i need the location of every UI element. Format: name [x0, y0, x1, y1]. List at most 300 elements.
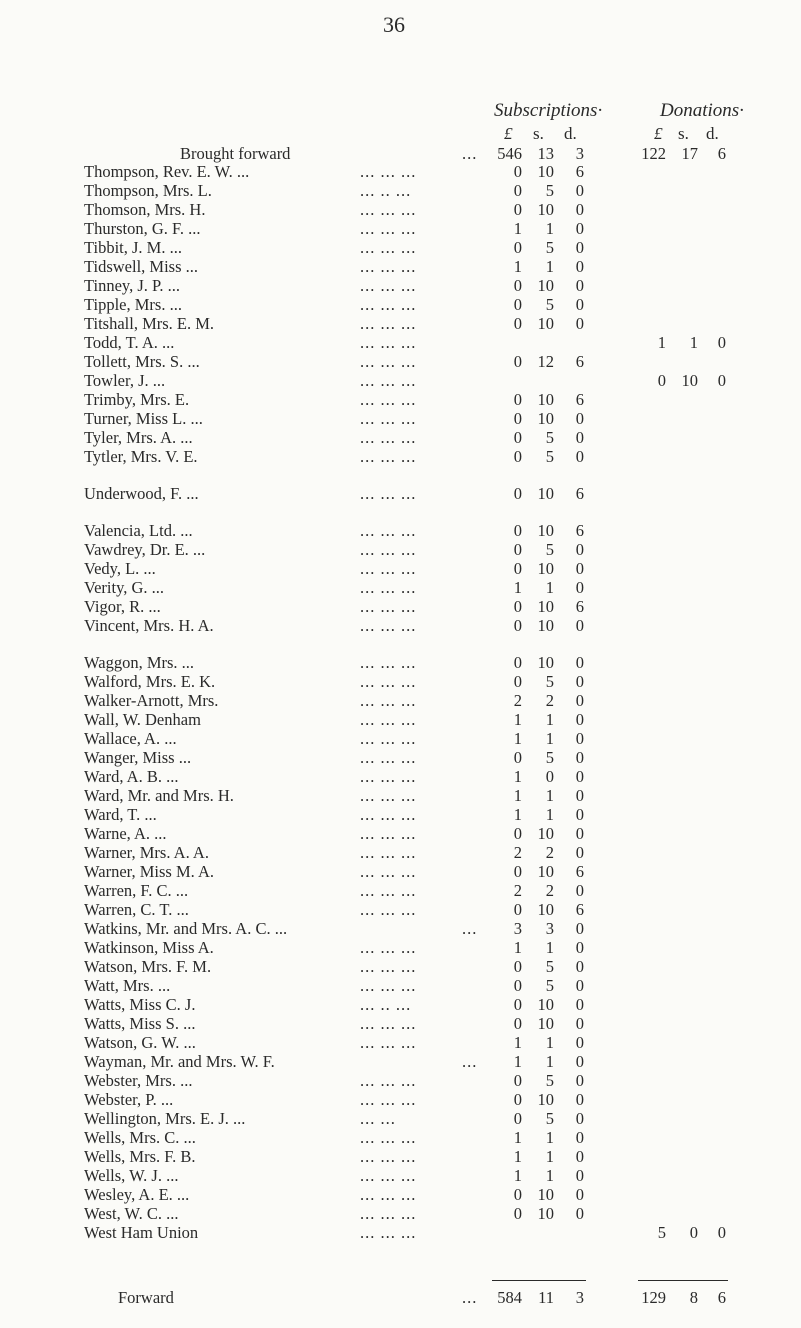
subscription-pounds: 1 [513, 805, 522, 824]
leader-dots: ... ... ... [360, 672, 417, 691]
leader-dots: ... ... ... [360, 938, 417, 957]
subscription-shillings: 1 [545, 1052, 554, 1071]
subscription-pence: 0 [575, 181, 584, 200]
subscription-pence: 0 [575, 881, 584, 900]
subscription-pence: 0 [575, 976, 584, 995]
subscriber-name: Watkins, Mr. and Mrs. A. C. ... [84, 919, 288, 938]
subscription-pounds: 1 [513, 257, 522, 276]
subscription-shillings: 10 [537, 559, 554, 578]
subscription-shillings: 5 [545, 1109, 554, 1128]
ledger-row [0, 372, 801, 390]
subscriber-name: Walker-Arnott, Mrs. [84, 691, 219, 710]
subscription-shillings: 10 [537, 653, 554, 672]
subscription-shillings: 10 [537, 1014, 554, 1033]
subscription-shillings: 5 [545, 672, 554, 691]
subscription-pence: 0 [575, 540, 584, 559]
subscriber-name: Watts, Miss S. ... [84, 1014, 196, 1033]
subscription-pence: 6 [575, 390, 584, 409]
leader-dots: ... [462, 1052, 478, 1071]
leader-dots: ... ... ... [360, 521, 417, 540]
subscription-pence: 6 [575, 352, 584, 371]
leader-dots: ... ... ... [360, 1147, 417, 1166]
leader-dots: ... ... ... [360, 371, 417, 390]
subscription-pounds: 546 [497, 144, 522, 163]
subscription-shillings: 10 [537, 862, 554, 881]
subscription-pounds: 1 [513, 1052, 522, 1071]
subscription-pounds: 1 [513, 767, 522, 786]
subscription-pounds: 0 [513, 653, 522, 672]
subscriber-name: Webster, P. ... [84, 1090, 174, 1109]
leader-dots: ... .. ... [360, 995, 412, 1014]
subscription-pounds: 0 [513, 559, 522, 578]
subscription-pence: 6 [575, 484, 584, 503]
ledger-row [0, 787, 801, 805]
donation-pounds: 5 [657, 1223, 666, 1242]
leader-dots: ... ... ... [360, 276, 417, 295]
leader-dots: ... ... ... [360, 238, 417, 257]
subscription-pence: 0 [575, 919, 584, 938]
ledger-row [0, 617, 801, 635]
subscription-pounds: 0 [513, 1204, 522, 1223]
ledger-row [0, 749, 801, 767]
subscription-shillings: 10 [537, 616, 554, 635]
leader-dots: ... ... ... [360, 1204, 417, 1223]
subscriber-name: Watson, Mrs. F. M. [84, 957, 212, 976]
subscriber-name: Wallace, A. ... [84, 729, 177, 748]
subscription-pounds: 0 [513, 181, 522, 200]
donation-pence: 0 [717, 333, 726, 352]
subscription-pence: 0 [575, 843, 584, 862]
leader-dots: ... ... ... [360, 219, 417, 238]
subscription-shillings: 2 [545, 843, 554, 862]
ledger-row [0, 825, 801, 843]
leader-dots: ... ... ... [360, 691, 417, 710]
subscription-pounds: 0 [513, 1090, 522, 1109]
donation-shillings: 1 [689, 333, 698, 352]
subscriber-name: Wells, Mrs. C. ... [84, 1128, 196, 1147]
ledger-row [0, 939, 801, 957]
donation-shillings: 10 [681, 371, 698, 390]
brought-forward-label: Brought forward [180, 144, 291, 163]
subscription-pounds: 1 [513, 710, 522, 729]
leader-dots: ... ... ... [360, 767, 417, 786]
leader-dots: ... ... ... [360, 484, 417, 503]
leader-dots: ... ... ... [360, 314, 417, 333]
subscriber-name: Wells, W. J. ... [84, 1166, 179, 1185]
ledger-row [0, 1186, 801, 1204]
ledger-row [0, 353, 801, 371]
leader-dots: ... ... ... [360, 900, 417, 919]
subscription-pence: 0 [575, 1128, 584, 1147]
subscription-pence: 0 [575, 1204, 584, 1223]
ledger-row [0, 654, 801, 672]
leader-dots: ... ... ... [360, 333, 417, 352]
subscriber-name: Thurston, G. F. ... [84, 219, 201, 238]
subscription-pounds: 2 [513, 843, 522, 862]
subscriber-name: Watkinson, Miss A. [84, 938, 214, 957]
subscription-pence: 0 [575, 691, 584, 710]
subscription-shillings: 5 [545, 957, 554, 976]
donations-pound-unit: £ [654, 124, 663, 143]
subscription-pence: 0 [575, 1090, 584, 1109]
leader-dots: ... ... ... [360, 162, 417, 181]
subscriber-name: Tinney, J. P. ... [84, 276, 180, 295]
subscription-pence: 0 [575, 219, 584, 238]
subscriber-name: Warner, Mrs. A. A. [84, 843, 209, 862]
total-subscription-pounds: 584 [497, 1288, 522, 1307]
subscription-pounds: 0 [513, 238, 522, 257]
subscriber-name: Towler, J. ... [84, 371, 166, 390]
subscription-pounds: 1 [513, 786, 522, 805]
ledger-row [0, 410, 801, 428]
ledger-row [0, 485, 801, 503]
ledger-row [0, 258, 801, 276]
subscription-pounds: 0 [513, 862, 522, 881]
subscription-pence: 0 [575, 1166, 584, 1185]
subscription-pence: 0 [575, 748, 584, 767]
subscription-pounds: 0 [513, 957, 522, 976]
leader-dots: ... ... ... [360, 1223, 417, 1242]
subscriber-name: Waggon, Mrs. ... [84, 653, 195, 672]
subscriber-name: Thomson, Mrs. H. [84, 200, 206, 219]
subscription-pounds: 0 [513, 314, 522, 333]
donations-shillings-unit: s. [678, 124, 689, 143]
subscription-shillings: 1 [545, 729, 554, 748]
subscriber-name: Vincent, Mrs. H. A. [84, 616, 214, 635]
subscriber-name: Wall, W. Denham [84, 710, 201, 729]
leader-dots: ... ... ... [360, 1166, 417, 1185]
subscription-pounds: 1 [513, 219, 522, 238]
subscription-shillings: 1 [545, 219, 554, 238]
subscriber-name: Vigor, R. ... [84, 597, 161, 616]
subscription-pence: 0 [575, 1147, 584, 1166]
subscription-pence: 6 [575, 521, 584, 540]
subscriber-name: West, W. C. ... [84, 1204, 179, 1223]
subscription-shillings: 10 [537, 824, 554, 843]
subscription-pounds: 0 [513, 900, 522, 919]
ledger-row [0, 1129, 801, 1147]
ledger-row [0, 239, 801, 257]
subscription-pence: 6 [575, 862, 584, 881]
subscription-shillings: 5 [545, 1071, 554, 1090]
ledger-row [0, 920, 801, 938]
subscription-shillings: 1 [545, 1147, 554, 1166]
ledger-row [0, 296, 801, 314]
ledger-row [0, 1053, 801, 1071]
subscriber-name: Wayman, Mr. and Mrs. W. F. [84, 1052, 275, 1071]
leader-dots: ... .. ... [360, 181, 412, 200]
subscription-shillings: 5 [545, 428, 554, 447]
subscription-shillings: 10 [537, 200, 554, 219]
leader-dots: ... ... ... [360, 1090, 417, 1109]
ledger-row [0, 863, 801, 881]
subscription-shillings: 5 [545, 976, 554, 995]
total-subscription-shillings: 11 [538, 1288, 554, 1307]
leader-dots: ... ... ... [360, 578, 417, 597]
donation-pounds: 1 [657, 333, 666, 352]
donation-pence: 0 [717, 1223, 726, 1242]
subscription-pounds: 0 [513, 995, 522, 1014]
subscription-shillings: 1 [545, 578, 554, 597]
subscription-pence: 0 [575, 767, 584, 786]
subscription-pounds: 1 [513, 1147, 522, 1166]
subscription-pence: 0 [575, 276, 584, 295]
subscriber-name: Walford, Mrs. E. K. [84, 672, 216, 691]
subscription-pounds: 1 [513, 938, 522, 957]
subscription-pounds: 0 [513, 200, 522, 219]
ledger-row [0, 1148, 801, 1166]
subscription-pence: 0 [575, 1185, 584, 1204]
subscriber-name: Wanger, Miss ... [84, 748, 192, 767]
subscriber-name: Tidswell, Miss ... [84, 257, 199, 276]
subscriber-name: Warne, A. ... [84, 824, 167, 843]
subscription-pounds: 0 [513, 748, 522, 767]
leader-dots: ... ... ... [360, 1014, 417, 1033]
leader-dots: ... ... ... [360, 200, 417, 219]
subscriber-name: Thompson, Rev. E. W. ... [84, 162, 250, 181]
subscription-pence: 0 [575, 1109, 584, 1128]
subscriber-name: Trimby, Mrs. E. [84, 390, 190, 409]
subscription-pence: 0 [575, 710, 584, 729]
subscription-pounds: 0 [513, 1185, 522, 1204]
leader-dots: ... ... ... [360, 540, 417, 559]
subscription-shillings: 13 [537, 144, 554, 163]
subscription-shillings: 1 [545, 938, 554, 957]
subscription-pounds: 0 [513, 824, 522, 843]
total-donation-shillings: 8 [689, 1288, 698, 1307]
subscription-shillings: 10 [537, 597, 554, 616]
subscription-pence: 6 [575, 900, 584, 919]
subscription-shillings: 5 [545, 540, 554, 559]
subscription-pounds: 0 [513, 521, 522, 540]
subscription-shillings: 12 [537, 352, 554, 371]
donation-pence: 6 [717, 144, 726, 163]
subscription-shillings: 10 [537, 1090, 554, 1109]
carried-forward-label: Forward [118, 1288, 174, 1307]
leader-dots: ... ... ... [360, 559, 417, 578]
subscription-pence: 0 [575, 314, 584, 333]
subscription-pence: 0 [575, 578, 584, 597]
subscriptions-heading: Subscriptions· [494, 100, 603, 121]
subscription-shillings: 2 [545, 881, 554, 900]
subscription-pounds: 0 [513, 1109, 522, 1128]
subscription-pounds: 0 [513, 597, 522, 616]
subscriber-name: Ward, T. ... [84, 805, 157, 824]
donation-shillings: 17 [681, 144, 698, 163]
ledger-row [0, 201, 801, 219]
subscription-shillings: 10 [537, 276, 554, 295]
subscription-shillings: 10 [537, 314, 554, 333]
subscriber-name: Warren, F. C. ... [84, 881, 189, 900]
subscription-pence: 0 [575, 559, 584, 578]
donation-pence: 0 [717, 371, 726, 390]
subscription-pence: 0 [575, 672, 584, 691]
subscription-pounds: 0 [513, 976, 522, 995]
subscription-pence: 0 [575, 938, 584, 957]
ledger-row [0, 429, 801, 447]
subscription-pounds: 0 [513, 390, 522, 409]
ledger-row [0, 844, 801, 862]
leader-dots: ... ... ... [360, 786, 417, 805]
subscription-shillings: 10 [537, 390, 554, 409]
subscriber-name: Watt, Mrs. ... [84, 976, 171, 995]
subscription-pounds: 1 [513, 1128, 522, 1147]
subscription-shillings: 1 [545, 710, 554, 729]
leader-dots: ... ... ... [360, 862, 417, 881]
subscriber-name: Todd, T. A. ... [84, 333, 175, 352]
ledger-row [0, 1205, 801, 1223]
subscription-pence: 0 [575, 257, 584, 276]
leader-dots: ... [462, 144, 478, 163]
donations-total-rule [638, 1280, 728, 1281]
subscription-shillings: 1 [545, 805, 554, 824]
ledger-row [0, 977, 801, 995]
subscriber-name: Watts, Miss C. J. [84, 995, 196, 1014]
leader-dots: ... ... ... [360, 295, 417, 314]
subscription-pence: 0 [575, 995, 584, 1014]
subscriptions-total-rule [492, 1280, 586, 1281]
subscription-pounds: 0 [513, 295, 522, 314]
subscription-shillings: 5 [545, 748, 554, 767]
ledger-row [0, 806, 801, 824]
subscription-pence: 0 [575, 1052, 584, 1071]
subscription-pence: 0 [575, 238, 584, 257]
subscription-pence: 0 [575, 1071, 584, 1090]
ledger-row [0, 958, 801, 976]
subscriptions-pence-unit: d. [564, 124, 577, 143]
subscriber-name: Turner, Miss L. ... [84, 409, 203, 428]
subscription-pounds: 1 [513, 729, 522, 748]
subscriber-name: Webster, Mrs. ... [84, 1071, 193, 1090]
leader-dots: ... ... ... [360, 1128, 417, 1147]
donation-shillings: 0 [689, 1223, 698, 1242]
subscription-pence: 0 [575, 1033, 584, 1052]
ledger-row [0, 579, 801, 597]
subscription-pence: 0 [575, 729, 584, 748]
subscription-pence: 0 [575, 409, 584, 428]
subscription-pence: 3 [575, 144, 584, 163]
subscription-pounds: 1 [513, 1166, 522, 1185]
ledger-row [0, 522, 801, 540]
subscription-pounds: 0 [513, 616, 522, 635]
subscription-shillings: 1 [545, 257, 554, 276]
subscriber-name: Watson, G. W. ... [84, 1033, 196, 1052]
subscriber-name: Valencia, Ltd. ... [84, 521, 193, 540]
subscription-pence: 0 [575, 428, 584, 447]
subscriber-name: Wellington, Mrs. E. J. ... [84, 1109, 246, 1128]
ledger-row [0, 882, 801, 900]
ledger-row [0, 996, 801, 1014]
leader-dots: ... ... ... [360, 710, 417, 729]
subscriptions-shillings-unit: s. [533, 124, 544, 143]
subscription-shillings: 10 [537, 1185, 554, 1204]
ledger-row [0, 541, 801, 559]
page-number: 36 [383, 12, 405, 37]
subscription-pence: 0 [575, 447, 584, 466]
ledger-row [0, 1167, 801, 1185]
subscription-shillings: 5 [545, 238, 554, 257]
subscriber-name: West Ham Union [84, 1223, 199, 1242]
ledger-row [0, 182, 801, 200]
subscriber-name: Thompson, Mrs. L. [84, 181, 212, 200]
leader-dots: ... ... ... [360, 653, 417, 672]
subscription-pounds: 0 [513, 276, 522, 295]
subscription-pounds: 0 [513, 540, 522, 559]
leader-dots: ... ... ... [360, 428, 417, 447]
leader-dots: ... ... ... [360, 843, 417, 862]
ledger-row [0, 692, 801, 710]
subscription-pounds: 0 [513, 162, 522, 181]
leader-dots: ... ... [360, 1109, 396, 1128]
ledger-row [0, 315, 801, 333]
subscriptions-pound-unit: £ [504, 124, 513, 143]
subscription-shillings: 10 [537, 900, 554, 919]
leader-dots: ... ... ... [360, 748, 417, 767]
subscription-shillings: 5 [545, 295, 554, 314]
subscriber-name: Tibbit, J. M. ... [84, 238, 182, 257]
subscription-pounds: 0 [513, 409, 522, 428]
subscription-shillings: 5 [545, 181, 554, 200]
ledger-row [0, 277, 801, 295]
leader-dots: ... ... ... [360, 805, 417, 824]
ledger-row [0, 711, 801, 729]
leader-dots: ... ... ... [360, 1033, 417, 1052]
subscription-pence: 0 [575, 200, 584, 219]
subscription-pounds: 0 [513, 1014, 522, 1033]
ledger-row [0, 1091, 801, 1109]
subscription-pence: 0 [575, 616, 584, 635]
subscription-shillings: 1 [545, 786, 554, 805]
donations-pence-unit: d. [706, 124, 719, 143]
total-donation-pounds: 129 [641, 1288, 666, 1307]
leader-dots: ... ... ... [360, 409, 417, 428]
subscription-pence: 6 [575, 597, 584, 616]
leader-dots: ... ... ... [360, 257, 417, 276]
ledger-row [0, 1072, 801, 1090]
subscription-shillings: 10 [537, 521, 554, 540]
subscriber-name: Vedy, L. ... [84, 559, 156, 578]
carried-forward-row [0, 1289, 801, 1307]
subscription-pence: 0 [575, 295, 584, 314]
subscription-pence: 0 [575, 805, 584, 824]
subscription-pence: 6 [575, 162, 584, 181]
subscription-pounds: 1 [513, 1033, 522, 1052]
leader-dots: ... ... ... [360, 976, 417, 995]
leader-dots: ... ... ... [360, 390, 417, 409]
leader-dots: ... ... ... [360, 824, 417, 843]
subscription-shillings: 0 [545, 767, 554, 786]
leader-dots: ... ... ... [360, 881, 417, 900]
leader-dots: ... ... ... [360, 1071, 417, 1090]
donation-pounds: 122 [641, 144, 666, 163]
leader-dots: ... ... ... [360, 597, 417, 616]
subscriber-name: Ward, A. B. ... [84, 767, 179, 786]
subscription-shillings: 10 [537, 995, 554, 1014]
subscription-shillings: 5 [545, 447, 554, 466]
subscription-pence: 0 [575, 957, 584, 976]
subscription-pounds: 0 [513, 428, 522, 447]
leader-dots: ... [462, 919, 478, 938]
leader-dots: ... ... ... [360, 616, 417, 635]
subscription-pounds: 0 [513, 352, 522, 371]
subscriber-name: Vawdrey, Dr. E. ... [84, 540, 206, 559]
subscription-pence: 0 [575, 1014, 584, 1033]
leader-dots: ... ... ... [360, 729, 417, 748]
ledger-row [0, 1110, 801, 1128]
subscription-shillings: 1 [545, 1033, 554, 1052]
subscription-shillings: 10 [537, 1204, 554, 1223]
subscriber-name: Wesley, A. E. ... [84, 1185, 190, 1204]
